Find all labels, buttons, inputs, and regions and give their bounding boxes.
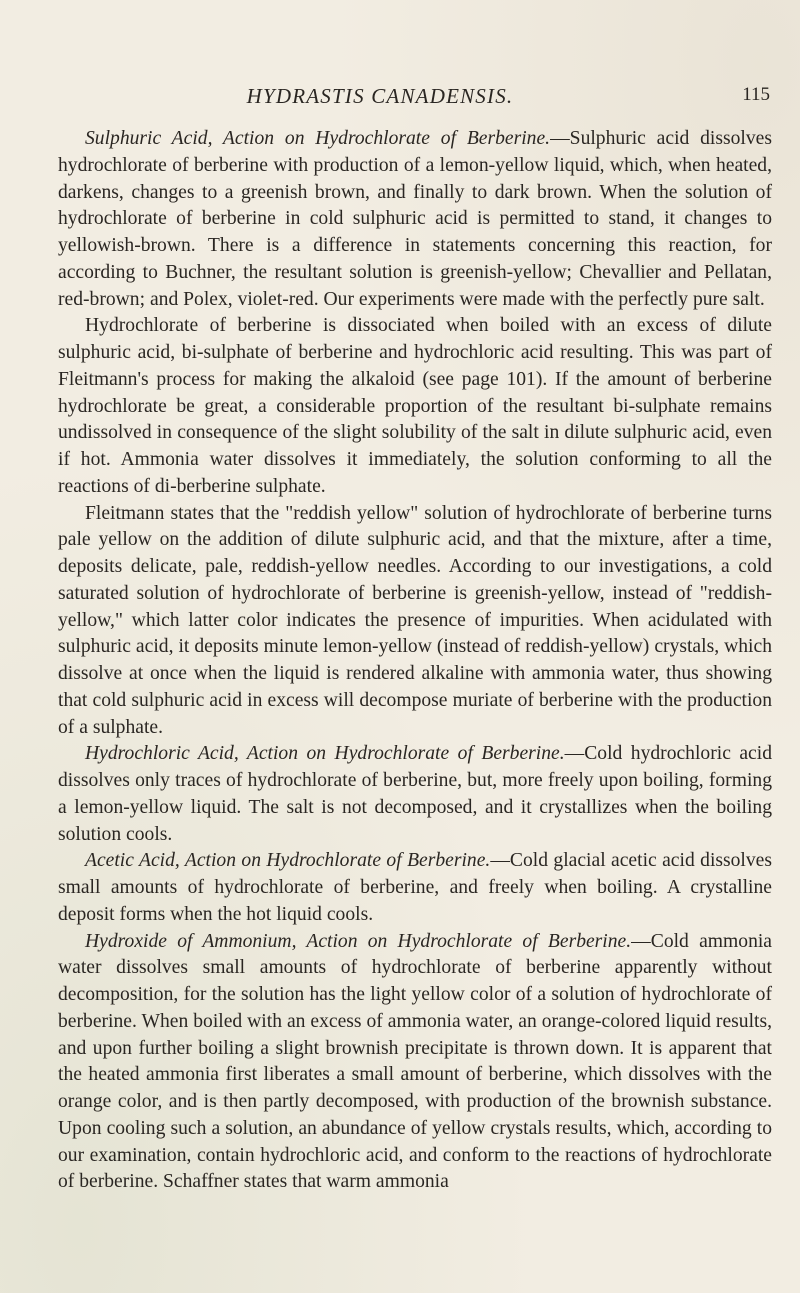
paragraph-text: —Cold hydrochloric acid dissolves only traces of hydrochlorate of berberine, but, more freely upon boiling, forming a lemon-yellow liquid. The salt is not decomposed, and it crystallizes when the boiling solution cools. <box>58 743 772 845</box>
paragraph-heading: Hydrochloric Acid, Action on Hydrochlorate of Berberine. <box>85 743 565 765</box>
paragraph <box>58 126 772 313</box>
paragraph-text: —Cold glacial acetic acid dissolves small amounts of hydrochlorate of berberine, and freely when boiling. A crystalline deposit forms when the hot liquid cools. <box>58 850 772 925</box>
paragraph-text: —Sulphuric acid dissolves hydrochlorate of berberine with production of a lemon-yellow liquid, which, when heated, darkens, changes to a greenish brown, and finally to dark brown. When the solution of hydrochlorate of berberine in cold sulphuric acid is permitted to stand, it changes to yellowish-brown. There is a difference in statements concerning this reaction, for according to Buchner, the resultant solution is greenish-yellow; Chevallier and Pellatan, red-brown; and Polex, violet-red. Our experiments were made with the perfectly pure salt. <box>58 128 772 310</box>
body-text <box>58 126 772 1196</box>
paragraph <box>58 741 772 848</box>
paragraph-heading: Sulphuric Acid, Action on Hydrochlorate of Berberine. <box>85 128 551 149</box>
paragraph <box>58 501 772 742</box>
paragraph-text: Hydrochlorate of berberine is dissociated when boiled with an excess of dilute sulphuric acid, bi-sulphate of berberine and hydrochloric acid resulting. This was part of Fleitmann's process for making the alkaloid (see page 101). If the amount of berberine hydrochlorate be great, a considerable proportion of the resultant bi-sulphate remains undissolved in consequence of the slight solubility of the salt in dilute sulphuric acid, even if hot. Ammonia water dissolves it immediately, the solution conforming to all the reactions of di-berberine sulphate. <box>58 315 772 497</box>
paragraph <box>58 848 772 928</box>
paragraph-text: Fleitmann states that the "reddish yellow" solution of hydrochlorate of berberine turns pale yellow on the addition of dilute sulphuric acid, and that the mixture, after a time, deposits delicate, pale, reddish-yellow needles. According to our investigations, a cold saturated solution of hydrochlorate of berberine is greenish-yellow, instead of "reddish-yellow," which latter color indicates the presence of impurities. When acidulated with sulphuric acid, it deposits minute lemon-yellow (instead of reddish-yellow) crystals, which dissolve at once when the liquid is rendered alkaline with ammonia water, thus showing that cold sulphuric acid in excess will decompose muriate of berberine with the production of a sulphate. <box>58 502 772 738</box>
running-title: HYDRASTIS CANADENSIS. <box>246 84 514 108</box>
paragraph <box>58 929 772 1197</box>
paragraph-heading: Acetic Acid, Action on Hydrochlorate of Berberine. <box>85 850 491 872</box>
paragraph <box>58 313 772 500</box>
running-head <box>70 84 770 114</box>
paragraph-text: —Cold ammonia water dissolves small amounts of hydrochlorate of berberine apparently without decomposition, for the solution has the light yellow color of a solution of hydrochlorate of berberine. When boiled with an excess of ammonia water, an orange-colored liquid results, and upon further boiling a slight brownish precipitate is thrown down. It is apparent that the heated ammonia first liberates a small amount of berberine, which dissolves with the orange color, and is then partly decomposed, with production of the brownish substance. Upon cooling such a solution, an abundance of yellow crystals results, which, according to our examination, contain hydrochloric acid, and conform to the reactions of hydrochlorate of berberine. Schaffner states that warm ammonia <box>58 930 773 1193</box>
paragraph-heading: Hydroxide of Ammonium, Action on Hydrochlorate of Berberine. <box>85 930 632 952</box>
page-number: 115 <box>742 84 770 105</box>
